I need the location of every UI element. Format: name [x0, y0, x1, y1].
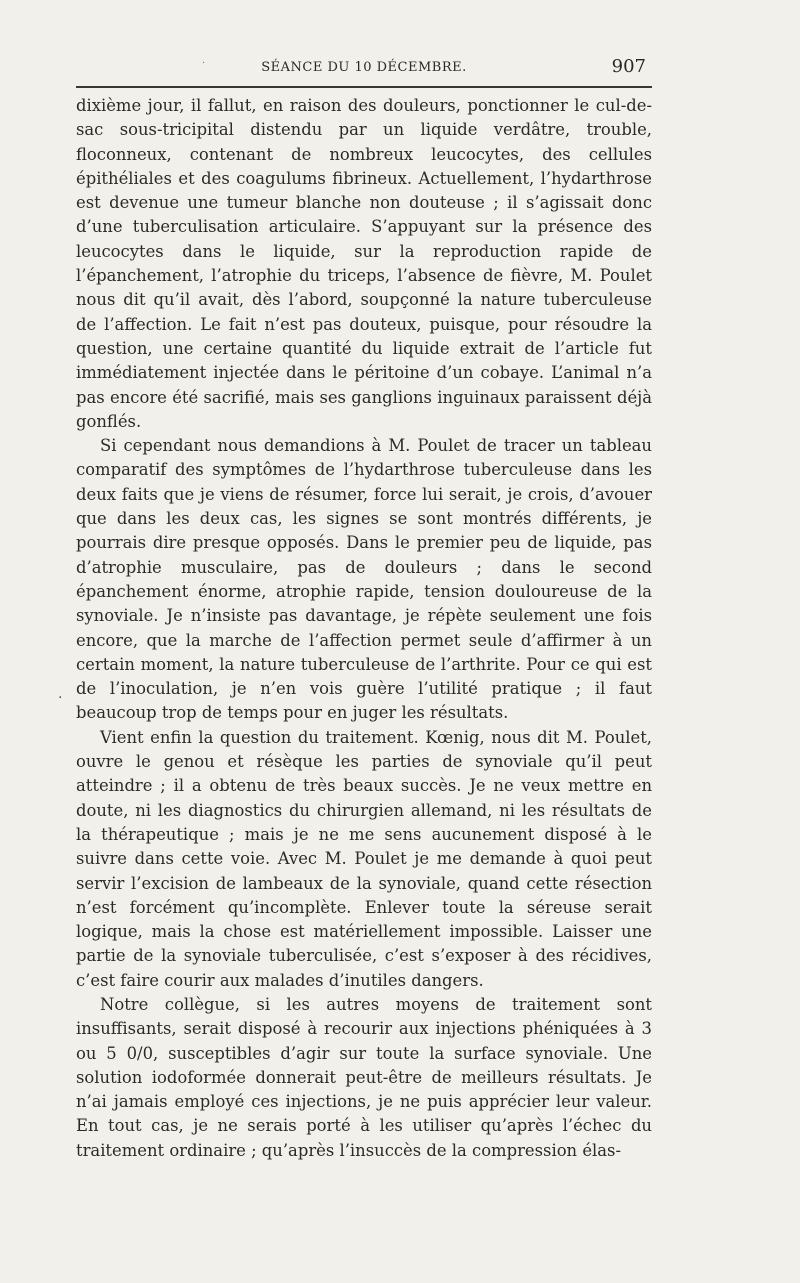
margin-mark: · — [58, 690, 63, 706]
paragraph-3: Vient enfin la question du traitement. Kœnig, nous dit M. Poulet, ouvre le genou et résèque les parties de synoviale qu’il peut atteindre ; il a obtenu de très beaux succès. Je ne veux mettre en doute, ni les diagnostics du chirurgien allemand, ni les résultats de la thérapeutique ; mais je ne me sens aucunement disposé à le suivre dans cette voie. Avec M. Poulet je me demande à quoi peut servir l’excision de lambeaux de la synoviale, quand cette résection n’est forcément qu’incomplète. Enlever toute la séreuse serait logique, mais la chose est matériellement impossible. Laisser une partie de la synoviale tuberculisée, c’est s’exposer à des récidives, c’est faire courir aux malades d’inutiles dangers. — [76, 727, 652, 990]
paragraph-2: Si cependant nous demandions à M. Poulet de tracer un tableau comparatif des symptômes de l’hydarthrose tuberculeuse dans les deux faits que je viens de résumer, force lui serait, je crois, d’avouer que dans les deux cas, les signes se sont montrés différents, je pourrais dire presque opposés. Dans le premier peu de liquide, pas d’atrophie musculaire, pas de douleurs ; dans le second épanchement énorme, atrophie rapide, tension douloureuse de la synoviale. Je n’insiste pas davantage, je répète seulement une fois encore, que la marche de l’affection permet seule d’affirmer à un certain moment, la nature tuberculeuse de l’arthrite. Pour ce qui est de l’inoculation, je n’en vois guère l’utilité pratique ; il faut beaucoup trop de temps pour en juger les résultats. — [76, 436, 652, 723]
body-text — [76, 94, 652, 1163]
running-title: SÉANCE DU 10 DÉCEMBRE. — [261, 60, 467, 75]
header-rule — [76, 86, 652, 88]
page-header — [76, 54, 652, 84]
paragraph-1: dixième jour, il fallut, en raison des douleurs, ponctionner le cul-de-sac sous-tricipital distendu par un liquide verdâtre, trouble, floconneux, contenant de nombreux leucocytes, des cellules épithéliales et des coagulums fibrineux. Actuellement, l’hydarthrose est devenue une tumeur blanche non douteuse ; il s’agissait donc d’une tuberculisation articulaire. S’appuyant sur la présence des leucocytes dans le liquide, sur la reproduction rapide de l’épanchement, l’atrophie du triceps, l’absence de fièvre, M. Poulet nous dit qu’il avait, dès l’abord, soupçonné la nature tuberculeuse de l’affection. Le fait n’est pas douteux, puisque, pour résoudre la question, une certaine quantité du liquide extrait de l’article fut immédiatement injectée dans le péritoine d’un cobaye. L’animal n’a pas encore été sacrifié, mais ses ganglions inguinaux paraissent déjà gonflés. — [76, 96, 652, 431]
ink-speck: · — [202, 58, 206, 69]
page-number: 907 — [611, 56, 646, 77]
paragraph-4: Notre collègue, si les autres moyens de traitement sont insuffisants, serait disposé à recourir aux injections phéniquées à 3 ou 5 0/0, susceptibles d’agir sur toute la surface synoviale. Une solution iodoformée donnerait peut-être de meilleurs résultats. Je n’ai jamais employé ces injections, je ne puis apprécier leur valeur. En tout cas, je ne serais porté à les utiliser qu’après l’échec du traitement ordinaire ; qu’après l’insuccès de la compression élas- — [76, 994, 652, 1160]
